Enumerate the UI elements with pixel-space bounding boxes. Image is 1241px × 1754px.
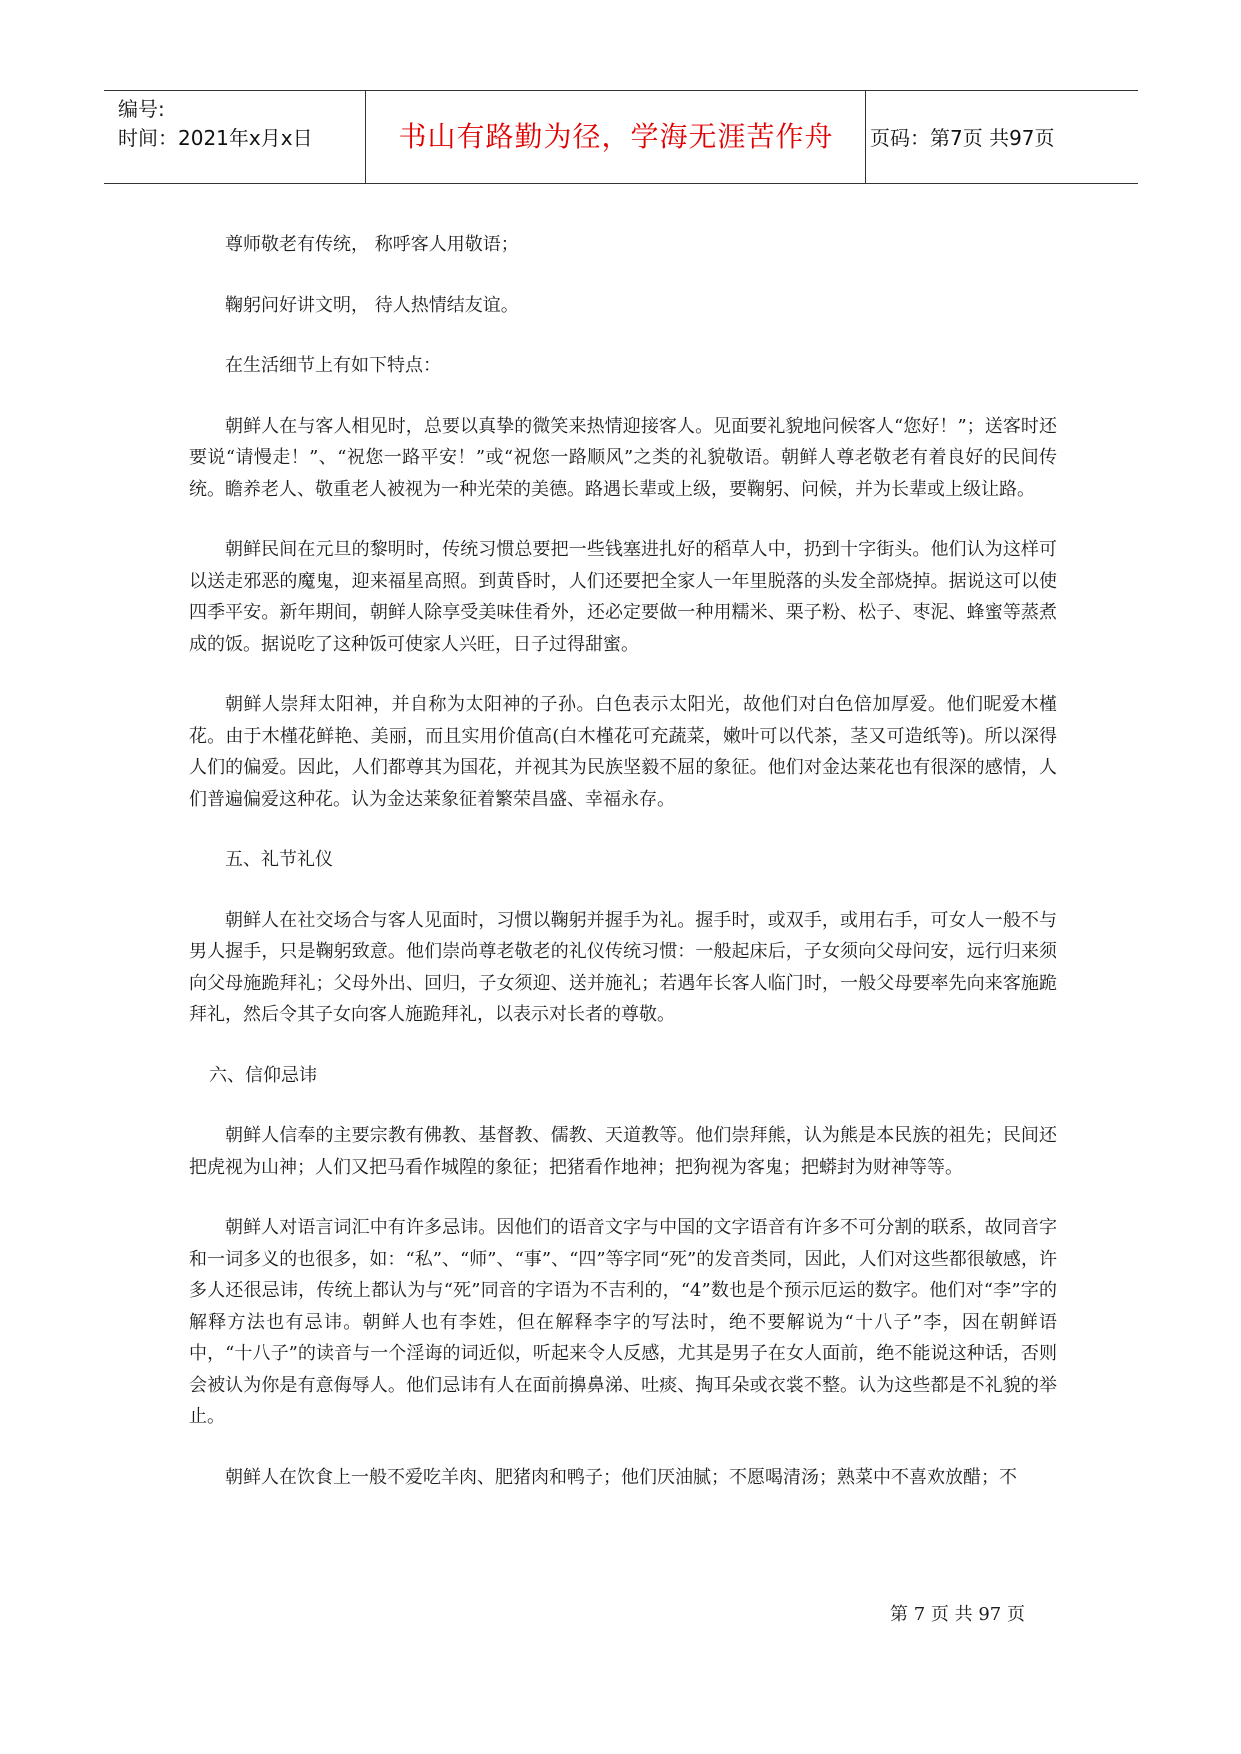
header-meta [118,95,368,153]
page-header [104,90,1138,184]
verse-line-2: 鞠躬问好讲文明， 待人热情结友谊。 [225,294,519,316]
page-footer-number: 第 7 页 共 97 页 [890,1604,1025,1625]
header-divider-left [365,91,366,183]
body-paragraph: 朝鲜民间在元旦的黎明时，传统习惯总要把一些钱塞进扎好的稻草人中，扔到十字街头。他们认为这样可以送走邪恶的魔鬼，迎来福星高照。到黄昏时，人们还要把全家人一年里脱落的头发全部烧掉。据说这可以使四季平安。新年期间，朝鲜人除享受美味佳肴外，还必定要做一种用糯米、栗子粉、松子、枣泥、蜂蜜等蒸煮成的饭。据说吃了这种饭可使家人兴旺，日子过得甜蜜。 [189,539,1057,655]
body-paragraph: 朝鲜人在饮食上一般不爱吃羊肉、肥猪肉和鸭子；他们厌油腻；不愿喝清汤；熟菜中不喜欢放醋；不 [225,1466,1017,1488]
body-paragraph: 朝鲜人崇拜太阳神，并自称为太阳神的子孙。白色表示太阳光，故他们对白色倍加厚爱。他们昵爱木槿花。由于木槿花鲜艳、美丽，而且实用价值高(白木槿花可充蔬菜，嫩叶可以代茶，茎又可造纸等)。所以深得人们的偏爱。因此，人们都尊其为国花，并视其为民族坚毅不屈的象征。他们对金达莱花也有很深的感情，人们普遍偏爱这种花。认为金达莱象征着繁荣昌盛、幸福永存。 [189,694,1057,810]
body-paragraph: 朝鲜人信奉的主要宗教有佛教、基督教、儒教、天道教等。他们崇拜熊，认为熊是本民族的祖先；民间还把虎视为山神；人们又把马看作城隍的象征；把猪看作地神；把狗视为客鬼；把蟒封为财神等等。 [189,1125,1057,1178]
body-paragraph: 朝鲜人对语言词汇中有许多忌讳。因他们的语音文字与中国的文字语音有许多不可分割的联系，故同音字和一词多义的也很多，如：“私”、“师”、“事”、“四”等字同“死”的发音类同，因此，人们对这些都很敏感，许多人还很忌讳，传统上都认为与“死”同音的字语为不吉利的，“4”数也是个预示厄运的数字。他们对“李”字的解释方法也有忌讳。朝鲜人也有李姓，但在解释李字的写法时，绝不要解说为“十八子”李，因在朝鲜语中，“十八子”的读音与一个淫诲的词近似，听起来令人反感，尤其是男子在女人面前，绝不能说这种话，否则会被认为你是有意侮辱人。他们忌讳有人在面前擤鼻涕、吐痰、掏耳朵或衣裳不整。认为这些都是不礼貌的举止。 [189,1217,1057,1427]
header-divider-right [865,91,866,183]
header-page-label: 页码：第7页 共97页 [870,126,1055,150]
section-heading-beliefs: 六、信仰忌讳 [209,1064,317,1086]
document-number-label: 编号: [118,97,165,121]
verse-line-1: 尊师敬老有传统， 称呼客人用敬语； [225,234,519,255]
body-paragraph: 朝鲜人在与客人相见时，总要以真挚的微笑来热情迎接客人。见面要礼貌地问候客人“您好！”；送客时还要说“请慢走！”、“祝您一路平安！”或“祝您一路顺风”之类的礼貌敬语。朝鲜人尊老敬老有着良好的民间传统。瞻养老人、敬重老人被视为一种光荣的美德。路遇长辈或上级，要鞠躬、问候，并为长辈或上级让路。 [189,415,1057,500]
body-paragraph: 朝鲜人在社交场合与客人见面时，习惯以鞠躬并握手为礼。握手时，或双手，或用右手，可女人一般不与男人握手，只是鞠躬致意。他们崇尚尊老敬老的礼仪传统习惯：一般起床后，子女须向父母问安，远行归来须向父母施跪拜礼；父母外出、回归，子女须迎、送并施礼；若遇年长客人临门时，一般父母要率先向来客施跪拜礼，然后令其子女向客人施跪拜礼，以表示对长者的尊敬。 [189,909,1057,1025]
body-paragraph: 在生活细节上有如下特点： [225,355,441,376]
section-heading-etiquette: 五、礼节礼仪 [225,849,333,870]
header-motto: 书山有路勤为径，学海无涯苦作舟 [398,120,834,153]
document-body [189,229,1057,1522]
document-time-label: 时间：2021年x月x日 [118,126,313,150]
